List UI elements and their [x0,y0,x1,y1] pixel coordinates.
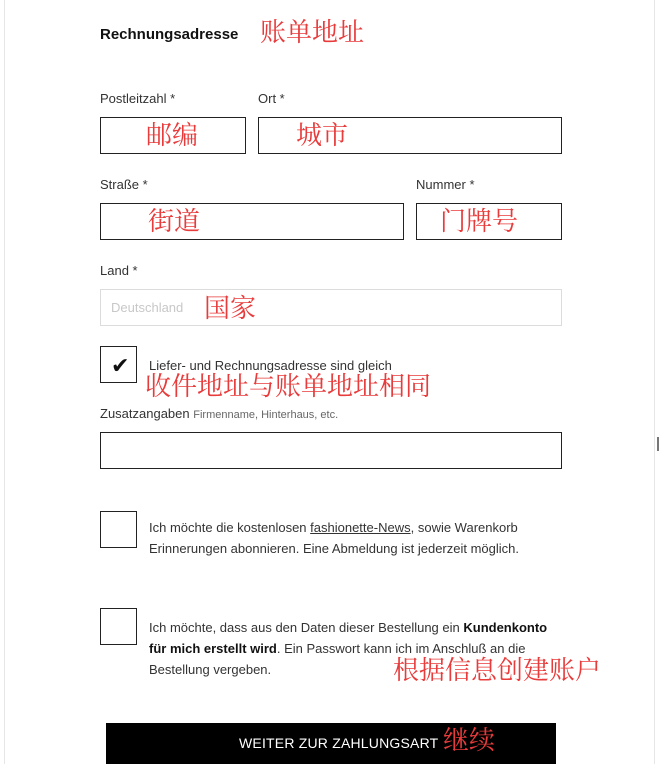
ort-label: Ort * [258,91,285,106]
scroll-edge-marker [657,437,659,451]
annotation-same-address: 收件地址与账单地址相同 [145,372,432,402]
strasse-label: Straße * [100,177,148,192]
zusatz-hint: Firmenname, Hinterhaus, etc. [193,409,339,421]
land-field[interactable] [100,289,562,326]
continue-button-label: WEITER ZUR ZAHLUNGSART [239,735,439,751]
land-input[interactable] [101,290,561,325]
account-text-after: . Ein Passwort kann ich im Anschluß an die Bestellung vergeben. [149,641,526,677]
zusatz-field[interactable] [100,432,562,469]
account-text-before: Ich möchte, dass aus den Daten dieser Bestellung ein [149,620,464,635]
strasse-input[interactable] [101,204,403,239]
newsletter-text [149,517,569,559]
annotation-nummer: 门牌号 [440,207,519,237]
strasse-field[interactable] [100,203,404,240]
account-text-bold: Kundenkonto für mich erstellt wird [149,620,548,656]
frame-divider-right [654,0,655,764]
frame-divider-left [4,0,5,764]
newsletter-text-before: Ich möchte die kostenlosen [149,520,311,535]
annotation-land: 国家 [204,294,257,324]
section-title: Rechnungsadresse [100,26,239,43]
land-label: Land * [100,263,138,278]
annotation-account: 根据信息创建账户 [393,656,602,686]
postleitzahl-label: Postleitzahl * [100,91,176,106]
same-address-label: Liefer- und Rechnungsadresse sind gleich [149,358,392,373]
annotation-strasse: 街道 [148,207,201,237]
annotation-submit: 继续 [443,726,496,756]
newsletter-checkbox[interactable] [100,511,137,548]
fashionette-news-link[interactable]: fashionette-News [310,520,411,535]
annotation-ort: 城市 [296,121,349,151]
annotation-postleitzahl: 邮编 [146,121,199,151]
zusatz-label [100,406,338,421]
zusatz-label-text: Zusatzangaben [100,406,190,421]
same-address-checkbox[interactable] [100,346,137,383]
create-account-checkbox[interactable] [100,608,137,645]
nummer-label: Nummer * [416,177,475,192]
checkmark-icon: ✔ [111,353,130,378]
zusatz-input[interactable] [101,433,561,468]
annotation-title: 账单地址 [260,18,365,48]
newsletter-text-after: , sowie Warenkorb Erinnerungen abonnieren. Eine Abmeldung ist jederzeit möglich. [149,520,520,556]
